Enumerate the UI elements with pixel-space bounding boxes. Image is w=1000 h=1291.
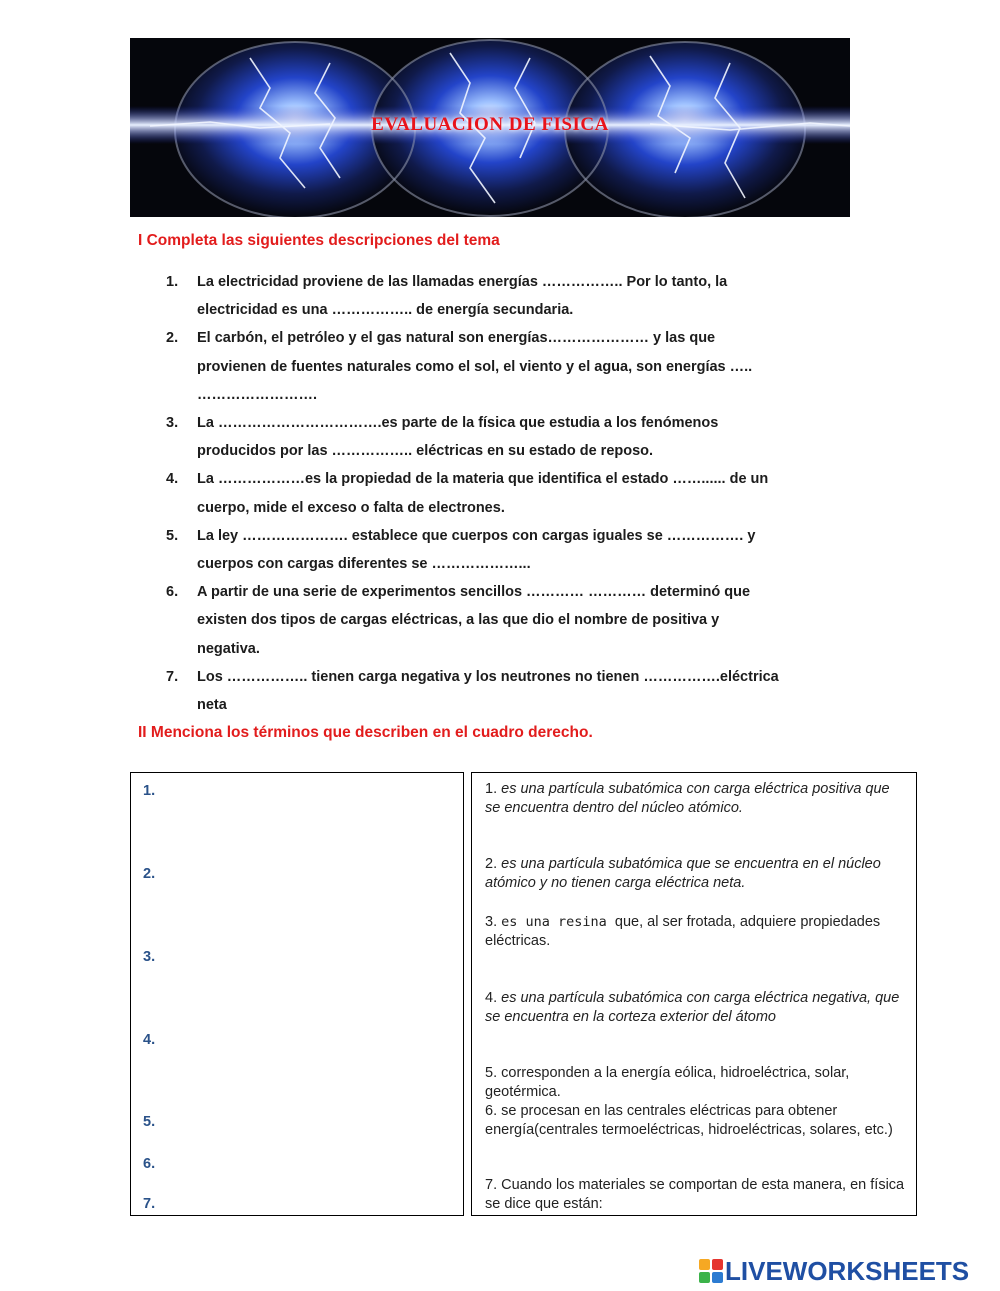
question-number: 1. (166, 274, 179, 290)
question-line: ……………………. (197, 386, 318, 403)
logo-text: LIVEWORKSHEETS (725, 1256, 970, 1286)
definition-text: corresponden a la energía eólica, hidroeléctrica, solar, geotérmica. (485, 1065, 850, 1100)
question-number: 7. (166, 668, 179, 685)
definition-number: 4. (485, 990, 502, 1006)
answer-slot-6[interactable]: 6. (143, 1156, 156, 1172)
definition-number: 2. (485, 856, 502, 872)
question-line: La ley …………………. establece que cuerpos con cargas iguales se ……………. y (197, 527, 756, 544)
definition-text: es una partícula subatómica que se encuentra en el núcleo atómico y no tienen carga eléctrica neta. (485, 856, 881, 891)
question-line: A partir de una serie de experimentos sencillos ………… ………… determinó que (197, 584, 751, 601)
question-item-4 (166, 465, 866, 521)
answer-slot-1[interactable]: 1. (143, 783, 156, 799)
question-number: 4. (166, 471, 179, 488)
question-number: 2. (166, 330, 179, 347)
question-item-3 (166, 409, 866, 465)
question-line: neta (197, 697, 227, 714)
question-item-1 (166, 268, 866, 324)
question-line: existen dos tipos de cargas eléctricas, a las que dio el nombre de positiva y (197, 612, 720, 629)
question-line: negativa. (197, 640, 260, 657)
answer-slot-4[interactable]: 4. (143, 1032, 156, 1048)
definition-text: se procesan en las centrales eléctricas para obtener energía(centrales termoeléctricas, hidroeléctricas, solares, etc.) (485, 1103, 893, 1138)
definition-number: 7. (485, 1177, 502, 1193)
definition-text: es una partícula subatómica con carga eléctrica positiva que se encuentra dentro del núcleo atómico. (485, 781, 890, 816)
question-line: producidos por las …………….. eléctricas en su estado de reposo. (197, 443, 654, 460)
question-line: cuerpo, mide el exceso o falta de electrones. (197, 499, 505, 516)
question-line: La …………………………….es parte de la física que estudia a los fenómenos (197, 415, 719, 432)
definitions-box (471, 772, 917, 1216)
definition-text: Cuando los materiales se comportan de esta manera, en física se dice que están: (485, 1177, 905, 1212)
answer-slot-7[interactable]: 7. (143, 1196, 156, 1212)
header-banner-image (130, 38, 850, 217)
definition-text: que, al ser frotada, adquiere propiedades eléctricas. (485, 914, 881, 949)
definition-number: 5. (485, 1065, 502, 1081)
question-line: provienen de fuentes naturales como el sol, el viento y el agua, son energías ….. (197, 358, 753, 375)
question-number: 5. (166, 527, 179, 544)
definition-5 (485, 1064, 905, 1102)
question-line: La electricidad proviene de las llamadas energías …………….. Por lo tanto, la (197, 274, 728, 290)
definition-text: es una partícula subatómica con carga eléctrica negativa, que se encuentra en la corteza exterior del átomo (485, 990, 900, 1025)
section-2-heading: II Menciona los términos que describen en el cuadro derecho. (138, 724, 593, 741)
definition-4 (485, 989, 905, 1027)
question-line: El carbón, el petróleo y el gas natural son energías………………… y las que (197, 330, 716, 347)
question-item-6 (166, 578, 866, 663)
answer-slot-2[interactable]: 2. (143, 866, 156, 882)
definition-1 (485, 780, 905, 818)
definition-number: 1. (485, 781, 502, 797)
logo-icon (699, 1259, 723, 1283)
definition-number: 3. (485, 914, 502, 930)
question-item-7 (166, 663, 866, 719)
definition-term: es una resina (501, 914, 615, 930)
question-line: Los …………….. tienen carga negativa y los neutrones no tienen …………….eléctrica (197, 668, 779, 685)
definition-number: 6. (485, 1103, 502, 1119)
question-item-2 (166, 324, 866, 409)
section-1-heading: I Completa las siguientes descripciones del tema (138, 232, 500, 249)
banner-title: EVALUACION DE FISICA (371, 114, 609, 135)
answer-slot-3[interactable]: 3. (143, 949, 156, 965)
definition-6 (485, 1102, 905, 1140)
question-line: La ………………es la propiedad de la materia que identifica el estado ……...... de un (197, 471, 769, 488)
question-number: 3. (166, 415, 179, 432)
answer-box (130, 772, 464, 1216)
question-line: electricidad es una …………….. de energía secundaria. (197, 302, 574, 319)
definition-3 (485, 913, 905, 951)
definition-7 (485, 1176, 905, 1214)
question-line: cuerpos con cargas diferentes se ………………... (197, 556, 531, 573)
fill-in-questions-list (166, 268, 866, 719)
question-number: 6. (166, 584, 179, 601)
question-item-5 (166, 522, 866, 578)
definition-2 (485, 855, 905, 893)
answer-slot-5[interactable]: 5. (143, 1114, 156, 1130)
